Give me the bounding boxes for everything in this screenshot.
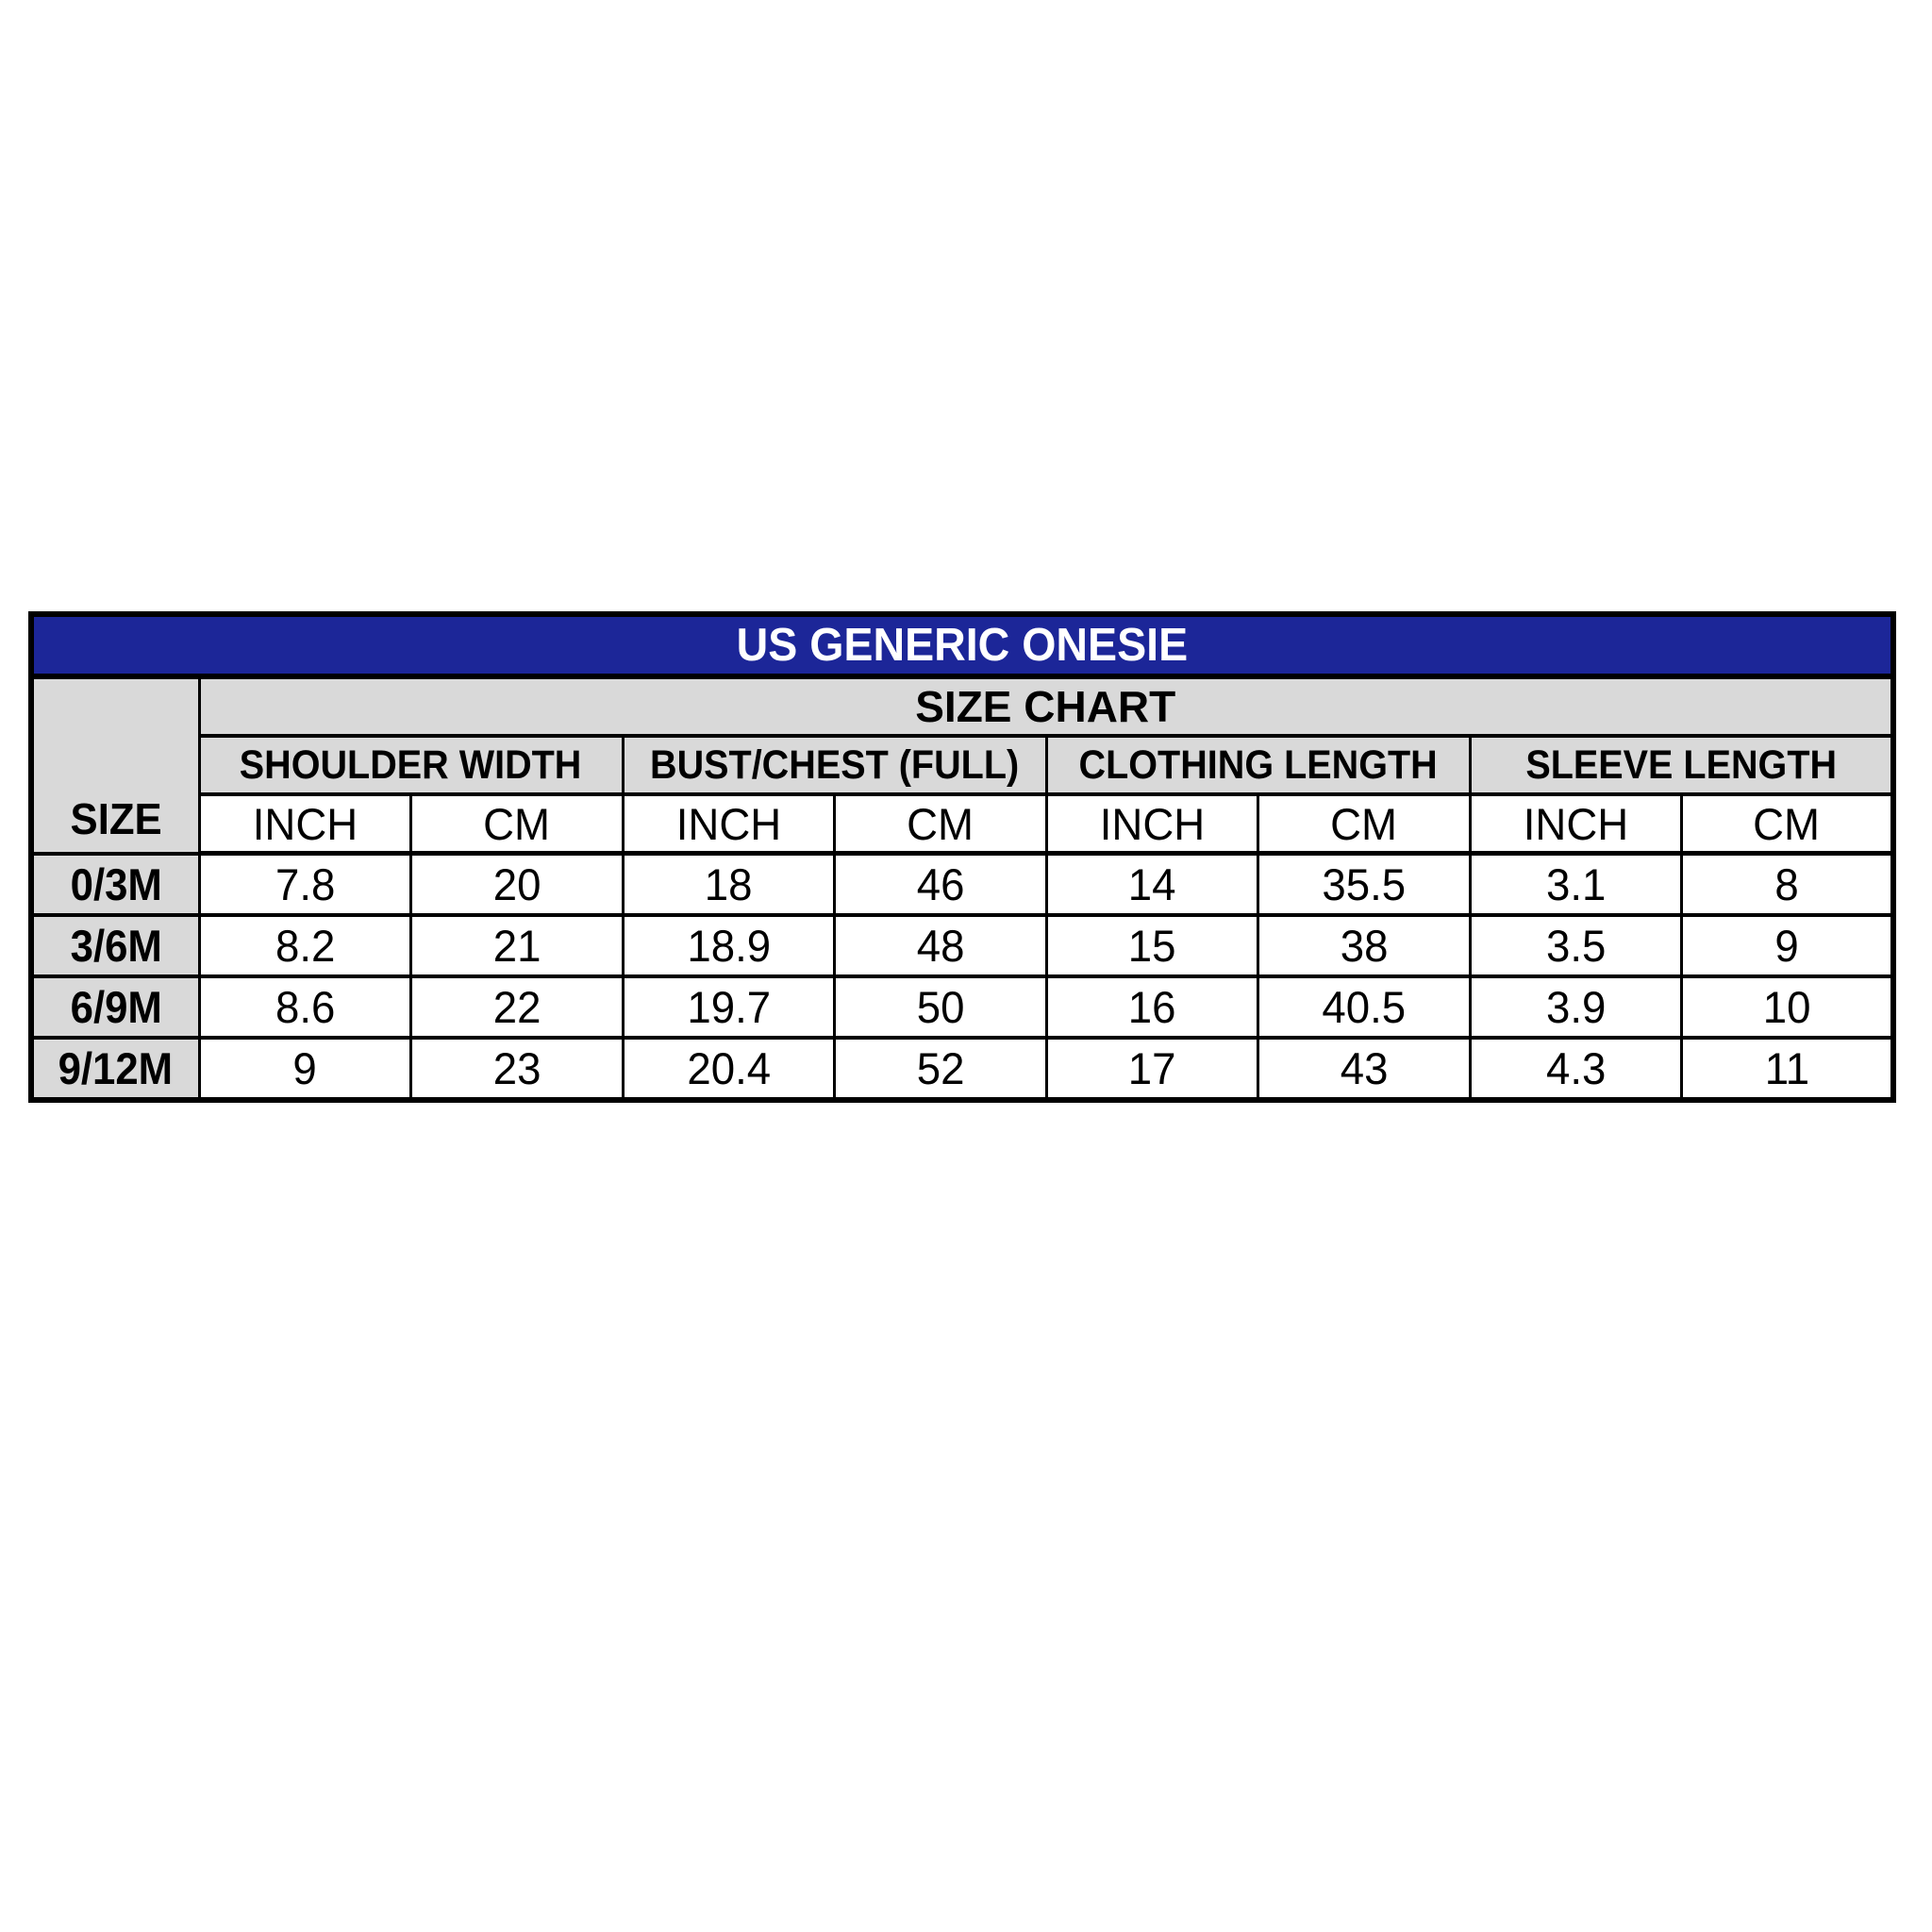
row-size-label: 0/3M: [70, 858, 162, 909]
table-cell: 52: [835, 1038, 1047, 1100]
table-cell: 19.7: [623, 976, 835, 1038]
unit-header: [835, 794, 1047, 854]
row-size-label-cell: [31, 1038, 199, 1100]
table-cell: 10: [1682, 976, 1894, 1038]
table-cell: 20: [411, 854, 624, 916]
unit-label: INCH: [252, 798, 358, 849]
row-size-label-cell: [31, 854, 199, 916]
table-cell: 3.1: [1470, 854, 1682, 916]
table-cell: 17: [1046, 1038, 1258, 1100]
unit-label: INCH: [1099, 798, 1205, 849]
unit-label: CM: [483, 798, 551, 849]
unit-header: [1258, 794, 1471, 854]
subtitle-cell: [199, 676, 1893, 736]
unit-label: INCH: [1523, 798, 1628, 849]
group-header-bust-chest: [623, 736, 1046, 794]
table-cell: 14: [1046, 854, 1258, 916]
table-cell: 3.9: [1470, 976, 1682, 1038]
unit-label: CM: [1330, 798, 1398, 849]
subtitle-row: [31, 676, 1893, 736]
unit-header: [1470, 794, 1682, 854]
group-header-shoulder-width: [199, 736, 623, 794]
table-cell: 8.2: [199, 915, 411, 976]
table-cell: 16: [1046, 976, 1258, 1038]
size-chart-table: [28, 611, 1896, 1103]
table-cell: 3.5: [1470, 915, 1682, 976]
table-cell: 9: [1682, 915, 1894, 976]
table-cell: 18.9: [623, 915, 835, 976]
table-cell: 20.4: [623, 1038, 835, 1100]
table-cell: 8.6: [199, 976, 411, 1038]
group-header-sleeve-length: [1470, 736, 1893, 794]
table-cell: 11: [1682, 1038, 1894, 1100]
group-label: SLEEVE LENGTH: [1524, 741, 1837, 788]
table-cell: 23: [411, 1038, 624, 1100]
unit-header: [199, 794, 411, 854]
title-bar: [31, 614, 1893, 676]
chart-subtitle: SIZE CHART: [915, 682, 1176, 731]
table-cell: 21: [411, 915, 624, 976]
row-size-label: 3/6M: [70, 921, 162, 971]
table-cell: 22: [411, 976, 624, 1038]
group-label: CLOTHING LENGTH: [1078, 741, 1438, 788]
row-size-label-cell: [31, 976, 199, 1038]
table-cell: 15: [1046, 915, 1258, 976]
unit-header-row: [31, 794, 1893, 854]
title-bar-row: [31, 614, 1893, 676]
table-row: [31, 1038, 1893, 1100]
row-size-label: 9/12M: [58, 1043, 174, 1093]
row-size-label: 6/9M: [70, 982, 162, 1032]
group-header-row: [31, 736, 1893, 794]
table-cell: 48: [835, 915, 1047, 976]
unit-header: [1046, 794, 1258, 854]
table-cell: 7.8: [199, 854, 411, 916]
size-column-header-cell: [31, 676, 199, 854]
table-cell: 35.5: [1258, 854, 1471, 916]
table-cell: 40.5: [1258, 976, 1471, 1038]
group-label: BUST/CHEST (FULL): [649, 741, 1020, 788]
unit-label: CM: [1753, 798, 1821, 849]
row-size-label-cell: [31, 915, 199, 976]
table-cell: 4.3: [1470, 1038, 1682, 1100]
unit-label: INCH: [675, 798, 781, 849]
group-header-clothing-length: [1046, 736, 1470, 794]
unit-label: CM: [907, 798, 974, 849]
table-row: [31, 854, 1893, 916]
table-cell: 9: [199, 1038, 411, 1100]
chart-title: US GENERIC ONESIE: [736, 620, 1189, 671]
size-column-header: SIZE: [70, 793, 162, 843]
group-label: SHOULDER WIDTH: [240, 741, 582, 788]
table-cell: 46: [835, 854, 1047, 916]
unit-header: [623, 794, 835, 854]
unit-header: [1682, 794, 1894, 854]
table-cell: 43: [1258, 1038, 1471, 1100]
table-cell: 50: [835, 976, 1047, 1038]
table-row: [31, 915, 1893, 976]
table-cell: 38: [1258, 915, 1471, 976]
unit-header: [411, 794, 624, 854]
table-cell: 8: [1682, 854, 1894, 916]
table-row: [31, 976, 1893, 1038]
table-cell: 18: [623, 854, 835, 916]
